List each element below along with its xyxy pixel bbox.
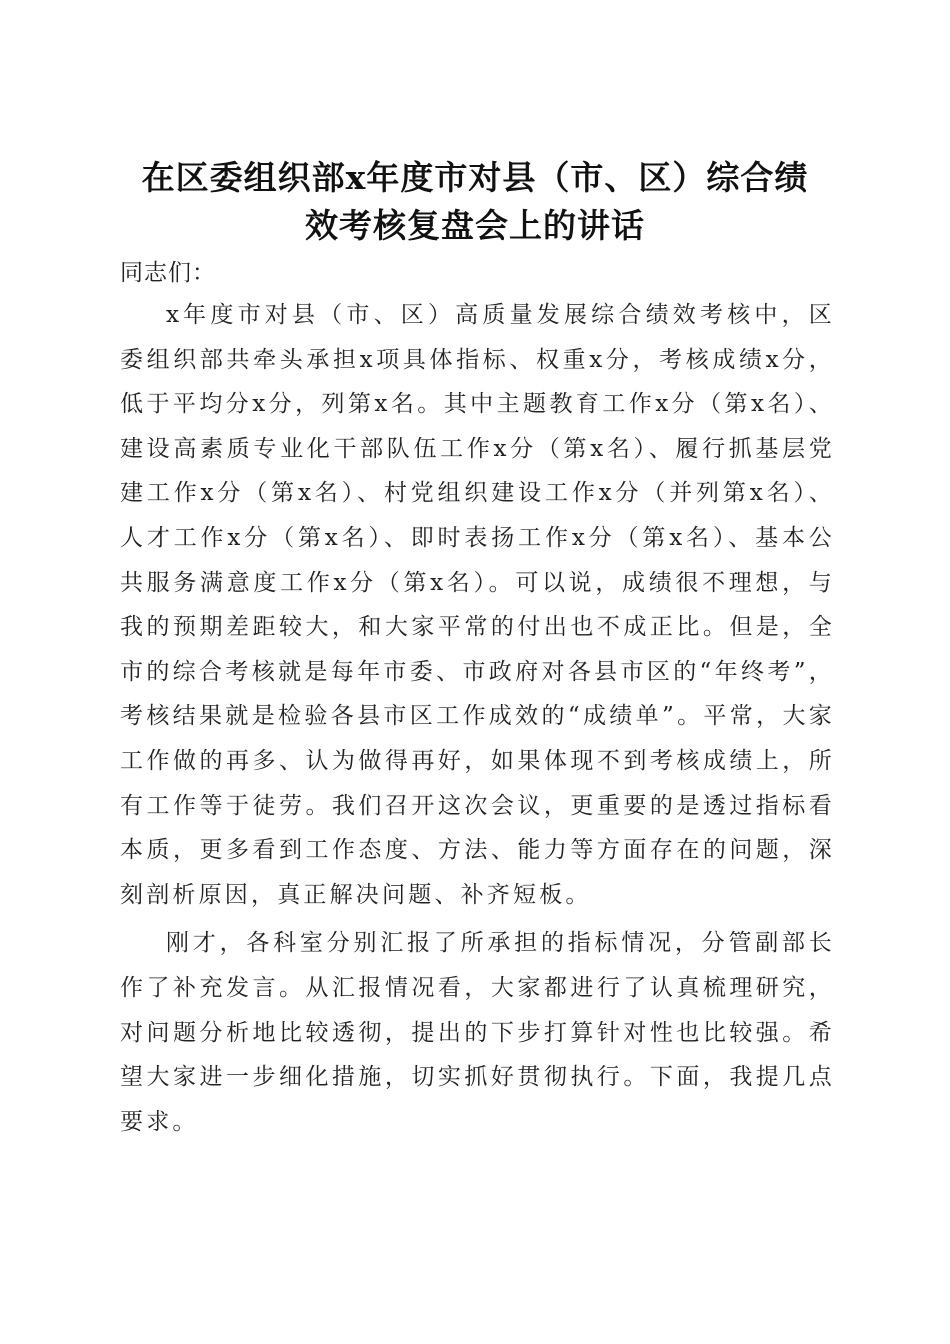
document-title xyxy=(100,154,850,250)
title-line-2: 效考核复盘会上的讲话 xyxy=(305,206,645,246)
salutation: 同志们： xyxy=(120,260,216,286)
title-line-1: 在区委组织部x年度市对县（市、区）综合绩 xyxy=(141,158,809,198)
document-body xyxy=(120,253,835,1144)
paragraph-2: 刚才，各科室分别汇报了所承担的指标情况，分管副部长作了补充发言。从汇报情况看，大家都进行了认真梳理研究，对问题分析地比较透彻，提出的下步打算针对性也比较强。希望大家进一步细化措施，切实抓好贯彻执行。下面，我提几点要求。 xyxy=(120,930,835,1135)
paragraph-1: x年度市对县（市、区）高质量发展综合绩效考核中，区委组织部共牵头承担x项具体指标、权重x分，考核成绩x分，低于平均分x分，列第x名。其中主题教育工作x分（第x名）、建设高素质专业化干部队伍工作x分（第x名）、履行抓基层党建工作x分（第x名）、村党组织建设工作x分（并列第x名）、人才工作x分（第x名）、即时表扬工作x分（第x名）、基本公共服务满意度工作x分（第x名）。可以说，成绩很不理想，与我的预期差距较大，和大家平常的付出也不成正比。但是，全市的综合考核就是每年市委、市政府对各县市区的“年终考”，考核结果就是检验各县市区工作成效的“成绩单”。平常，大家工作做的再多、认为做得再好，如果体现不到考核成绩上，所有工作等于徒劳。我们召开这次会议，更重要的是透过指标看本质，更多看到工作态度、方法、能力等方面存在的问题，深刻剖析原因，真正解决问题、补齐短板。 xyxy=(120,302,835,908)
